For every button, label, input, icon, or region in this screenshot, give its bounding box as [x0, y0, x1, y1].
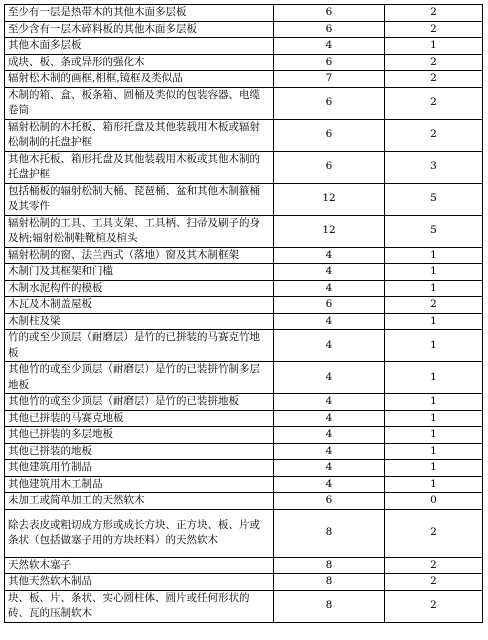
row-value-a: 4: [274, 460, 385, 477]
row-description: 辐射松制的窗、法兰西式（落地）窗及其木制框架: [5, 247, 274, 264]
row-description: 木制水泥构件的模板: [5, 280, 274, 297]
table-row: [5, 427, 483, 444]
table-row: [5, 5, 483, 22]
table-row: [5, 264, 483, 281]
table-row: [5, 151, 483, 183]
table-row: [5, 362, 483, 394]
row-value-b: 2: [385, 297, 483, 314]
row-description: 天然软木塞子: [5, 557, 274, 574]
row-value-a: 4: [274, 38, 385, 55]
row-value-b: 1: [385, 476, 483, 493]
row-value-b: 2: [385, 87, 483, 119]
row-value-b: 2: [385, 71, 483, 88]
table-row: [5, 460, 483, 477]
row-value-a: 4: [274, 394, 385, 411]
row-description: 木制门及其框架和门槛: [5, 264, 274, 281]
table-row: [5, 410, 483, 427]
table-row: [5, 21, 483, 38]
row-description: 除去表皮或粗切成方形或成长方块、正方块、板、片或条状（包括做塞子用的方块坯料）的天然软木: [5, 509, 274, 557]
row-value-a: 12: [274, 183, 385, 215]
table-row: [5, 394, 483, 411]
table-row: [5, 119, 483, 151]
row-value-b: 5: [385, 183, 483, 215]
table-row: [5, 443, 483, 460]
row-value-b: 2: [385, 590, 483, 622]
row-value-a: 4: [274, 313, 385, 330]
row-value-b: 0: [385, 493, 483, 510]
table-body: [5, 5, 483, 623]
row-value-a: 4: [274, 264, 385, 281]
row-value-a: 6: [274, 21, 385, 38]
row-value-b: 2: [385, 574, 483, 591]
row-value-a: 6: [274, 297, 385, 314]
row-value-b: 2: [385, 54, 483, 71]
table-row: [5, 493, 483, 510]
row-description: 其他木面多层板: [5, 38, 274, 55]
row-value-a: 8: [274, 509, 385, 557]
row-value-a: 4: [274, 330, 385, 362]
table-row: [5, 87, 483, 119]
row-description: 其他已拼装的地板: [5, 443, 274, 460]
row-value-b: 3: [385, 151, 483, 183]
table-row: [5, 215, 483, 247]
row-value-a: 8: [274, 557, 385, 574]
row-value-a: 4: [274, 443, 385, 460]
row-value-a: 7: [274, 71, 385, 88]
table-row: [5, 330, 483, 362]
row-description: 其他建筑用竹制品: [5, 460, 274, 477]
row-value-b: 1: [385, 264, 483, 281]
table-row: [5, 590, 483, 622]
row-value-a: 6: [274, 119, 385, 151]
row-value-a: 6: [274, 5, 385, 22]
row-description: 辐射松制的木托板、箱形托盘及其他装载用木板或辐射松制制的托盘护框: [5, 119, 274, 151]
tariff-table-page: [4, 4, 483, 623]
row-value-a: 4: [274, 362, 385, 394]
row-description: 其他已拼装的马赛克地板: [5, 410, 274, 427]
row-value-b: 1: [385, 460, 483, 477]
row-description: 木制的箱、盒、板条箱、圆桶及类似的包装容器、电缆卷筒: [5, 87, 274, 119]
table-row: [5, 313, 483, 330]
row-description: 包括桶板的辐射松制大桶、琵琶桶、盆和其他木制箍桶及其零件: [5, 183, 274, 215]
tariff-table: [4, 4, 483, 623]
row-value-a: 4: [274, 247, 385, 264]
table-row: [5, 574, 483, 591]
row-description: 成块、板、条或异形的强化木: [5, 54, 274, 71]
table-row: [5, 54, 483, 71]
table-row: [5, 71, 483, 88]
row-description: 其他竹的或至少顶层（耐磨层）是竹的已装拼地板: [5, 394, 274, 411]
row-value-b: 2: [385, 21, 483, 38]
table-row: [5, 557, 483, 574]
row-description: 辐射松制的工具、工具支架、工具柄、扫帚及刷子的身及柄;辐射松制鞋靴楦及楦头: [5, 215, 274, 247]
row-value-a: 4: [274, 280, 385, 297]
row-value-a: 4: [274, 476, 385, 493]
row-value-a: 8: [274, 574, 385, 591]
row-description: 块、板、片、条状、实心圆柱体、圆片或任何形状的砖、瓦的压制软木: [5, 590, 274, 622]
row-value-b: 1: [385, 313, 483, 330]
table-row: [5, 280, 483, 297]
row-value-a: 6: [274, 151, 385, 183]
row-description: 至少有一层是热带木的其他木面多层板: [5, 5, 274, 22]
table-row: [5, 183, 483, 215]
table-row: [5, 247, 483, 264]
row-value-a: 12: [274, 215, 385, 247]
row-description: 未加工或简单加工的天然软木: [5, 493, 274, 510]
row-description: 辐射松木制的画框,相框,镜框及类似品: [5, 71, 274, 88]
row-value-b: 1: [385, 427, 483, 444]
table-row: [5, 509, 483, 557]
row-description: 其他木托板、箱形托盘及其他装载用木板或其他木制的托盘护框: [5, 151, 274, 183]
row-value-b: 1: [385, 410, 483, 427]
row-value-b: 2: [385, 557, 483, 574]
row-value-a: 6: [274, 87, 385, 119]
row-description: 木瓦及木制盖屋板: [5, 297, 274, 314]
row-value-b: 5: [385, 215, 483, 247]
table-row: [5, 297, 483, 314]
row-value-a: 8: [274, 590, 385, 622]
row-value-a: 6: [274, 493, 385, 510]
row-value-b: 1: [385, 38, 483, 55]
row-description: 其他竹的或至少顶层（耐磨层）是竹的已装拼竹制多层地板: [5, 362, 274, 394]
row-value-b: 2: [385, 509, 483, 557]
row-value-b: 2: [385, 119, 483, 151]
row-description: 至少含有一层木碎料板的其他木面多层板: [5, 21, 274, 38]
row-value-b: 1: [385, 394, 483, 411]
row-value-b: 1: [385, 280, 483, 297]
row-description: 其他建筑用木工制品: [5, 476, 274, 493]
row-value-b: 1: [385, 443, 483, 460]
row-description: 其他已拼装的多层地板: [5, 427, 274, 444]
row-value-a: 6: [274, 54, 385, 71]
row-value-b: 2: [385, 5, 483, 22]
row-description: 竹的或至少顶层（耐磨层）是竹的已拼装的马赛克竹地板: [5, 330, 274, 362]
row-value-b: 1: [385, 247, 483, 264]
row-description: 其他天然软木制品: [5, 574, 274, 591]
row-value-b: 1: [385, 330, 483, 362]
table-row: [5, 476, 483, 493]
row-value-b: 1: [385, 362, 483, 394]
row-value-a: 4: [274, 410, 385, 427]
row-description: 木制柱及梁: [5, 313, 274, 330]
table-row: [5, 38, 483, 55]
row-value-a: 4: [274, 427, 385, 444]
